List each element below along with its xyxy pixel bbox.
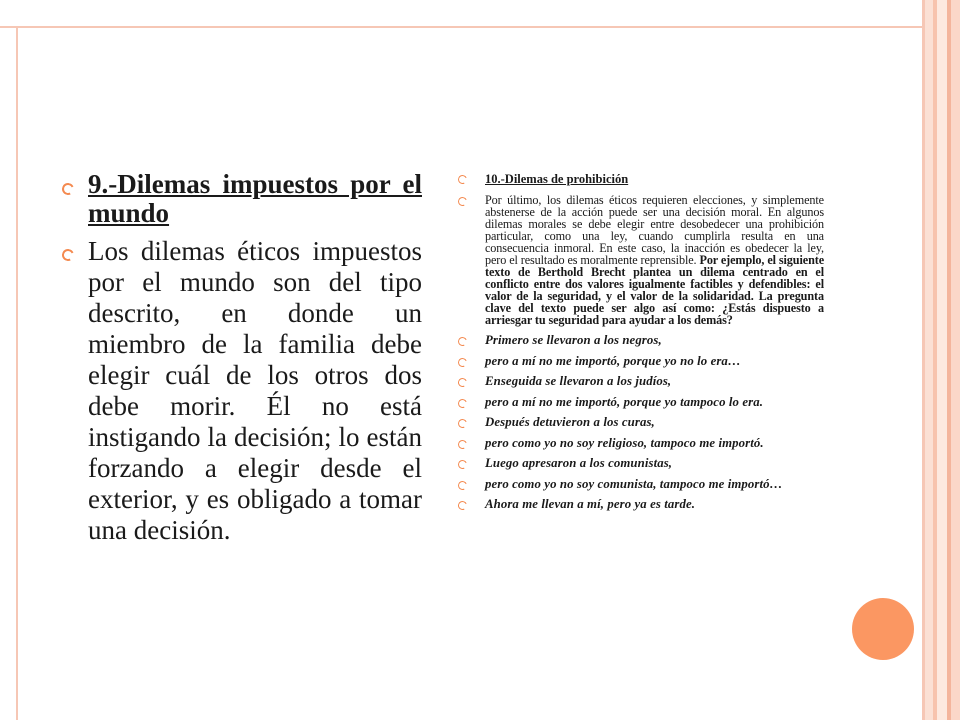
poem-line xyxy=(458,498,824,511)
decorative-circle xyxy=(852,598,914,660)
bullet-icon xyxy=(457,479,469,491)
left-heading-item xyxy=(62,170,422,228)
poem-line xyxy=(458,375,824,388)
bullet-icon xyxy=(457,418,469,430)
bullet-icon xyxy=(60,247,75,262)
poem-line xyxy=(458,457,824,470)
right-paragraph-item xyxy=(458,194,824,326)
bullet-icon xyxy=(457,377,469,389)
poem-line xyxy=(458,416,824,429)
left-frame-line xyxy=(16,26,18,720)
right-heading: 10.-Dilemas de prohibición xyxy=(485,172,629,186)
poem-line-text: Luego apresaron a los comunistas, xyxy=(485,456,673,470)
bullet-icon xyxy=(457,174,469,186)
poem-line xyxy=(458,396,824,409)
poem-line-text: pero a mí no me importó, porque yo no lo era… xyxy=(485,353,741,368)
poem-line-text: Primero se llevaron a los negros, xyxy=(485,333,662,347)
left-heading: 9.-Dilemas impuestos por el mundo xyxy=(88,169,422,228)
bullet-icon xyxy=(457,336,469,348)
decorative-stripe xyxy=(925,0,933,720)
poem-line-text: pero a mí no me importó, porque yo tampoco lo era. xyxy=(485,394,763,409)
bullet-icon xyxy=(457,356,469,368)
decorative-stripe xyxy=(937,0,947,720)
poem-line-text: Después detuvieron a los curas, xyxy=(485,415,655,429)
paragraph-normal-text: Por último, los dilemas éticos requieren elecciones, y simplemente abstenerse de la acción puede ser una decisión moral. En algunos dilemas morales se debe elegir entre desobedecer una prohibición particular, como una ley, cuando cumplirla resulta en una consecuencia inmoral. En este caso, la inacción es obedecer la ley, pero el resultado es moralmente reprensible. xyxy=(485,193,824,267)
bullet-icon xyxy=(457,196,469,208)
poem-line xyxy=(458,437,824,450)
left-column xyxy=(62,170,422,546)
poem-line-text: Enseguida se llevaron a los judíos, xyxy=(485,374,672,388)
bullet-icon xyxy=(457,397,469,409)
top-frame-line xyxy=(0,0,925,28)
right-paragraph xyxy=(485,194,824,326)
poem-line xyxy=(458,355,824,368)
poem-line-text: pero como yo no soy comunista, tampoco me importó… xyxy=(485,476,783,491)
decorative-stripe xyxy=(951,0,960,720)
right-column xyxy=(458,172,824,519)
paragraph-bold-text: Por ejemplo, el siguiente texto de Berthold Brecht plantea un dilema centrado en el conflicto entre dos valores igualmente factibles y defendibles: el valor de la seguridad, y el valor de la solidaridad. La pregunta clave del texto puede ser algo así como: ¿Estás dispuesto a arriesgar tu seguridad para ayudar a los demás? xyxy=(485,253,825,327)
right-heading-item xyxy=(458,172,824,186)
poem-line xyxy=(458,334,824,347)
poem-line xyxy=(458,478,824,491)
bullet-icon xyxy=(457,459,469,471)
bullet-icon xyxy=(457,500,469,512)
poem-line-text: pero como yo no soy religioso, tampoco me importó. xyxy=(485,435,764,450)
bullet-icon xyxy=(60,181,75,196)
left-body-text: Los dilemas éticos impuestos por el mundo son del tipo descrito, en donde un miembro de la familia debe elegir cuál de los otros dos debe morir. Él no está instigando la decisión; lo están forzando a elegir desde el exterior, y es obligado a tomar una decisión. xyxy=(88,236,422,545)
left-body-item xyxy=(62,236,422,546)
poem-list xyxy=(458,334,824,511)
poem-line-text: Ahora me llevan a mí, pero ya es tarde. xyxy=(485,497,696,511)
bullet-icon xyxy=(457,438,469,450)
